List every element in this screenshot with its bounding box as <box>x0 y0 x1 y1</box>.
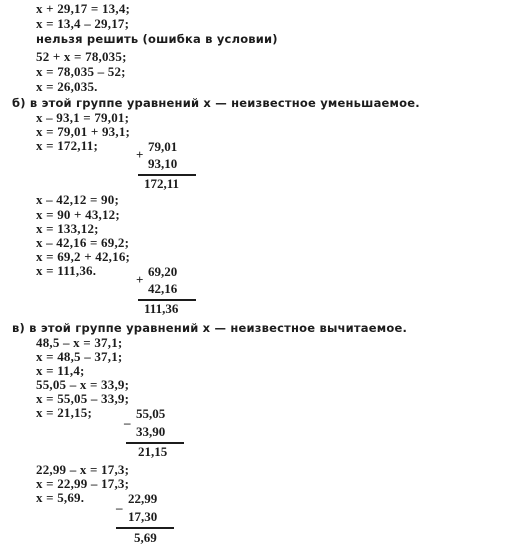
column-2-top: 69,20 <box>148 264 178 279</box>
column-3-operator: – <box>124 415 131 430</box>
equation-b5: x = 90 + 43,12; <box>36 207 120 222</box>
column-3-top: 55,05 <box>136 406 166 421</box>
column-2-result: 111,36 <box>144 301 179 316</box>
column-3-bottom: 33,90 <box>136 424 166 439</box>
equation-b8: x = 69,2 + 42,16; <box>36 249 131 264</box>
column-1-result: 172,11 <box>144 176 180 191</box>
equation-c8: x = 22,99 – 17,3; <box>36 476 130 491</box>
equation-a6: x = 26,035. <box>36 79 98 94</box>
column-4-rule <box>116 527 174 529</box>
equation-a5: x = 78,035 – 52; <box>36 64 126 79</box>
equation-c7: 22,99 – x = 17,3; <box>36 462 130 477</box>
column-4-operator: – <box>116 500 123 515</box>
column-1-top: 79,01 <box>148 139 178 154</box>
column-3-result: 21,15 <box>138 444 168 459</box>
section-b-heading: б) в этой группе уравнений x — неизвестное уменьшаемое. <box>12 96 420 110</box>
column-2-bottom: 42,16 <box>148 281 178 296</box>
equation-c4: 55,05 – x = 33,9; <box>36 377 130 392</box>
column-4-result: 5,69 <box>134 530 157 545</box>
equation-c9: x = 5,69. <box>36 490 85 505</box>
equation-b3: x = 172,11; <box>36 138 98 153</box>
column-4-bottom: 17,30 <box>128 509 158 524</box>
column-4-top: 22,99 <box>128 491 158 506</box>
equation-b1: x – 93,1 = 79,01; <box>36 110 130 125</box>
equation-a2: x = 13,4 – 29,17; <box>36 16 130 31</box>
equation-b2: x = 79,01 + 93,1; <box>36 124 131 139</box>
equation-a4: 52 + x = 78,035; <box>36 49 127 64</box>
equation-a1: x + 29,17 = 13,4; <box>36 1 131 16</box>
equation-c1: 48,5 – x = 37,1; <box>36 335 123 350</box>
equation-b4: x – 42,12 = 90; <box>36 192 119 207</box>
equation-c2: x = 48,5 – 37,1; <box>36 349 123 364</box>
equation-b6: x = 133,12; <box>36 221 99 236</box>
equation-c5: x = 55,05 – 33,9; <box>36 391 130 406</box>
equation-b9: x = 111,36. <box>36 263 97 278</box>
column-1-operator: + <box>136 147 144 162</box>
equation-b7: x – 42,16 = 69,2; <box>36 235 130 250</box>
note-unsolvable: нельзя решить (ошибка в условии) <box>36 32 278 46</box>
column-2-operator: + <box>136 272 144 287</box>
section-c-heading: в) в этой группе уравнений x — неизвестное вычитаемое. <box>12 321 408 335</box>
equation-c6: x = 21,15; <box>36 405 92 420</box>
column-1-bottom: 93,10 <box>148 156 178 171</box>
equation-c3: x = 11,4; <box>36 363 85 378</box>
